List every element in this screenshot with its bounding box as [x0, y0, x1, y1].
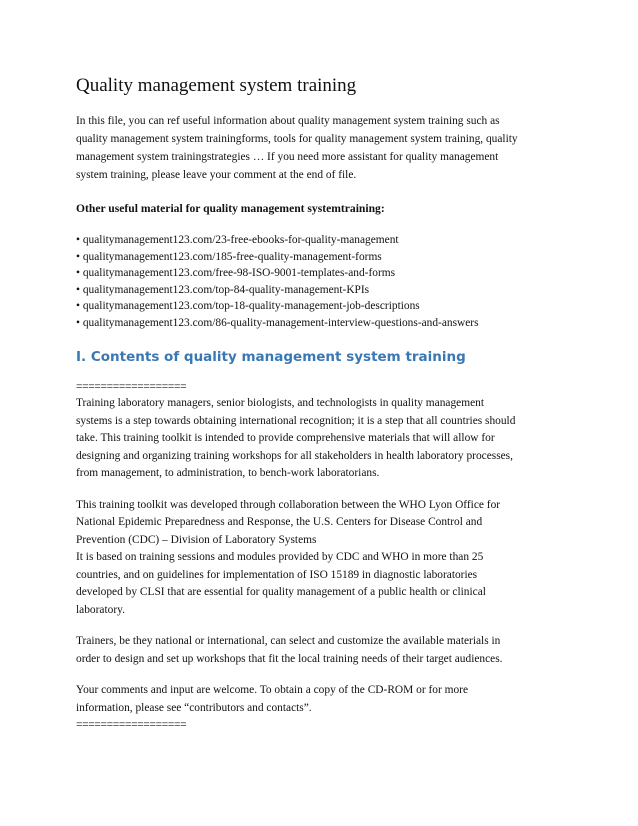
- content-paragraph-3: [76, 633, 566, 668]
- paragraph-line: designing and organizing training workshops for all stakeholders in health laboratory processes,: [76, 449, 513, 462]
- content-paragraph-2: [76, 497, 566, 620]
- other-material-heading: Other useful material for quality management systemtraining:: [76, 202, 385, 215]
- intro-line: quality management system trainingforms, tools for quality management system training, quality: [76, 133, 518, 145]
- intro-line: system training, please leave your comment at the end of file.: [76, 169, 357, 181]
- paragraph-line: information, please see “contributors and contacts”.: [76, 701, 312, 714]
- intro-line: management system trainingstrategies … If you need more assistant for quality management: [76, 151, 499, 163]
- paragraph-line: Trainers, be they national or international, can select and customize the available materials in: [76, 635, 501, 647]
- paragraph-line: developed by CLSI that are essential for quality management of a public health or clinical: [76, 586, 486, 598]
- section-heading: I. Contents of quality management system training: [76, 349, 466, 365]
- document-page: [76, 74, 566, 733]
- paragraph-line: This training toolkit was developed through collaboration between the WHO Lyon Office for: [76, 498, 501, 511]
- paragraph-line: take. This training toolkit is intended to provide comprehensive materials that will allow for: [76, 432, 495, 444]
- resource-link[interactable]: • qualitymanagement123.com/top-84-quality-management-KPIs: [76, 283, 370, 296]
- separator-rule-bottom: ==================: [76, 719, 187, 731]
- intro-line: In this file, you can ref useful information about quality management system training such as: [76, 115, 500, 127]
- paragraph-line: Prevention (CDC) – Division of Laboratory Systems: [76, 533, 317, 546]
- intro-paragraph: [76, 112, 566, 184]
- paragraph-line: Training laboratory managers, senior biologists, and technologists in quality management: [76, 397, 484, 409]
- document-title: Quality management system training: [76, 75, 357, 96]
- paragraph-line: Your comments and input are welcome. To obtain a copy of the CD-ROM or for more: [76, 684, 468, 696]
- resource-link[interactable]: • qualitymanagement123.com/86-quality-management-interview-questions-and-answers: [76, 316, 479, 329]
- paragraph-line: from management, to administration, to bench-work laboratorians.: [76, 467, 380, 479]
- resource-link[interactable]: • qualitymanagement123.com/23-free-ebooks-for-quality-management: [76, 234, 399, 246]
- resource-link-list: [76, 232, 566, 331]
- paragraph-line: order to design and set up workshops that fit the local training needs of their target audiences.: [76, 652, 503, 665]
- resource-link[interactable]: • qualitymanagement123.com/top-18-quality-management-job-descriptions: [76, 300, 420, 312]
- paragraph-line: It is based on training sessions and modules provided by CDC and WHO in more than 25: [76, 551, 484, 563]
- separator-rule-top: ==================: [76, 381, 187, 393]
- paragraph-line: National Epidemic Preparedness and Response, the U.S. Centers for Disease Control and: [76, 516, 483, 528]
- paragraph-line: countries, and on guidelines for implementation of ISO 15189 in diagnostic laboratories: [76, 568, 478, 581]
- paragraph-line: systems is a step towards obtaining international recognition; it is a step that all countries should: [76, 414, 516, 427]
- resource-link[interactable]: • qualitymanagement123.com/185-free-quality-management-forms: [76, 250, 382, 263]
- paragraph-line: laboratory.: [76, 603, 125, 616]
- content-paragraph-4: [76, 682, 566, 717]
- content-paragraph-1: [76, 395, 566, 483]
- resource-link[interactable]: • qualitymanagement123.com/free-98-ISO-9001-templates-and-forms: [76, 267, 396, 279]
